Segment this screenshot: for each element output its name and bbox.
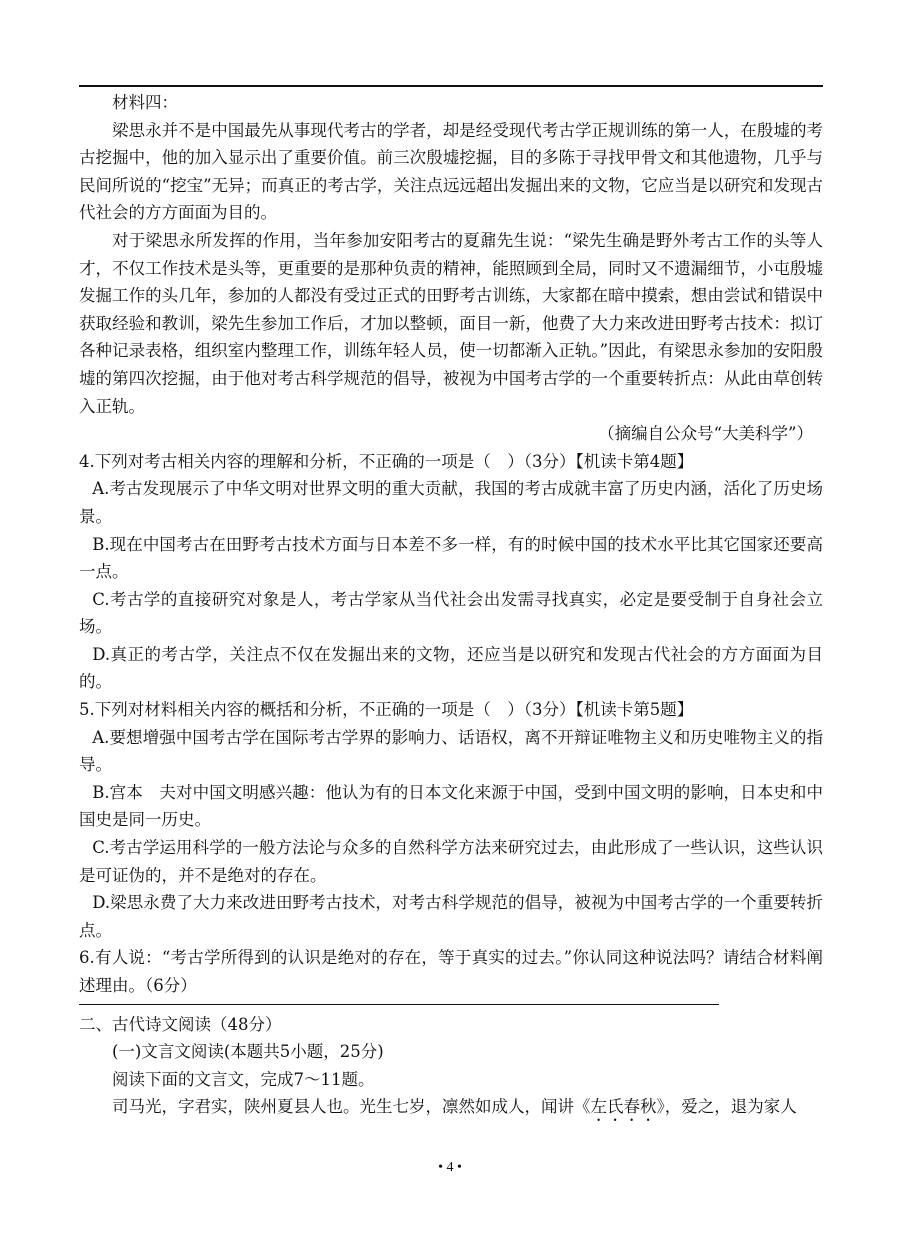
question-5-option-d: D.梁思永费了大力来改进田野考古技术，对考古科学规范的倡导，被视为中国考古学的一个重要转折点。 <box>79 893 823 940</box>
question-4-stem: 4.下列对考古相关内容的理解和分析，不正确的一项是（ ）（3分）【机读卡第4题】 <box>79 451 694 471</box>
material-title: 材料四： <box>112 93 178 112</box>
question-5-option-b: B.宫本 夫对中国文明感兴趣：他认为有的日本文化来源于中国，受到中国文明的影响，日本史和中国史是同一历史。 <box>79 782 823 830</box>
paragraph-1: 梁思永并不是中国最先从事现代考古的学者，却是经受现代考古学正规训练的第一人，在殷墟的考古挖掘中，他的加入显示出了重要价值。前三次殷墟挖掘，目的多陈于寻找甲骨文和其他遗物，几乎与民间所说的“挖宝”无异；而真正的考古学，关注点远远超出发掘出来的文物，它应当是以研究和发现古代社会的方方面面为目的。 <box>79 120 823 223</box>
question-5-stem: 5.下列对材料相关内容的概括和分析，不正确的一项是（ ）（3分）【机读卡第5题】 <box>79 700 694 720</box>
book-title-dotted: 《左氏春秋》 <box>574 1097 665 1117</box>
classical-text-start: 司马光，字君实，陕州夏县人也。光生七岁，凛然如成人，闻讲 <box>112 1097 574 1117</box>
question-4-option-a: A.考古发现展示了中华文明对世界文明的重大贡献，我国的考古成就丰富了历史内涵，活化了历史场景。 <box>79 479 823 526</box>
source-citation: （摘编自公众号“大美科学”） <box>598 424 813 444</box>
page-content <box>79 89 823 1125</box>
classical-text <box>79 1093 823 1125</box>
reading-instruction: 阅读下面的文言文，完成7～11题。 <box>112 1069 375 1089</box>
subsection-title: (一)文言文阅读(本题共5小题，25分) <box>112 1042 384 1062</box>
header-rule <box>79 85 823 87</box>
question-4-option-c: C.考古学的直接研究对象是人，考古学家从当代社会出发需寻找真实，必定是要受制于自身社会立场。 <box>79 589 823 637</box>
section-2-title: 二、古代诗文阅读（48分） <box>79 1014 282 1034</box>
question-6-stem: 6.有人说：“考古学所得到的认识是绝对的存在，等于真实的过去。”你认同这种说法吗？请结合材料阐述理由。（6分） <box>79 948 823 995</box>
question-5-option-c: C.考古学运用科学的一般方法论与众多的自然科学方法来研究过去，由此形成了一些认识，这些认识是可证伪的，并不是绝对的存在。 <box>79 838 823 885</box>
question-4-option-b: B.现在中国考古在田野考古技术方面与日本差不多一样，有的时候中国的技术水平比其它国家还要高一点。 <box>79 534 823 582</box>
question-4-option-d: D.真正的考古学，关注点不仅在发掘出来的文物，还应当是以研究和发现古代社会的方方面面为目的。 <box>79 644 823 692</box>
question-5-option-a: A.要想增强中国考古学在国际考古学界的影响力、话语权，离不开辩证唯物主义和历史唯物主义的指导。 <box>79 727 823 775</box>
paragraph-2: 对于梁思永所发挥的作用，当年参加安阳考古的夏鼐先生说：“梁先生确是野外考古工作的头等人才，不仅工作技术是头等，更重要的是那种负责的精神，能照顾到全局，同时又不遗漏细节，小屯殷墟发掘工作的头几年，参加的人都没有受过正式的田野考古训练，大家都在暗中摸索，想由尝试和错误中获取经验和教训，梁先生参加工作后，才加以整顿，面目一新，他费了大力来改进田野考古技术：拟订各种记录表格，组织室内整理工作，训练年轻人员，使一切都渐入正轨。”因此，有梁思永参加的安阳殷墟的第四次挖掘，由于他对考古科学规范的倡导，被视为中国考古学的一个重要转折点：从此由草创转入正轨。 <box>79 230 823 416</box>
page-number: • 4 • <box>438 1160 462 1175</box>
classical-text-end: ，爱之，退为家人 <box>664 1097 797 1117</box>
answer-line <box>79 1004 719 1005</box>
